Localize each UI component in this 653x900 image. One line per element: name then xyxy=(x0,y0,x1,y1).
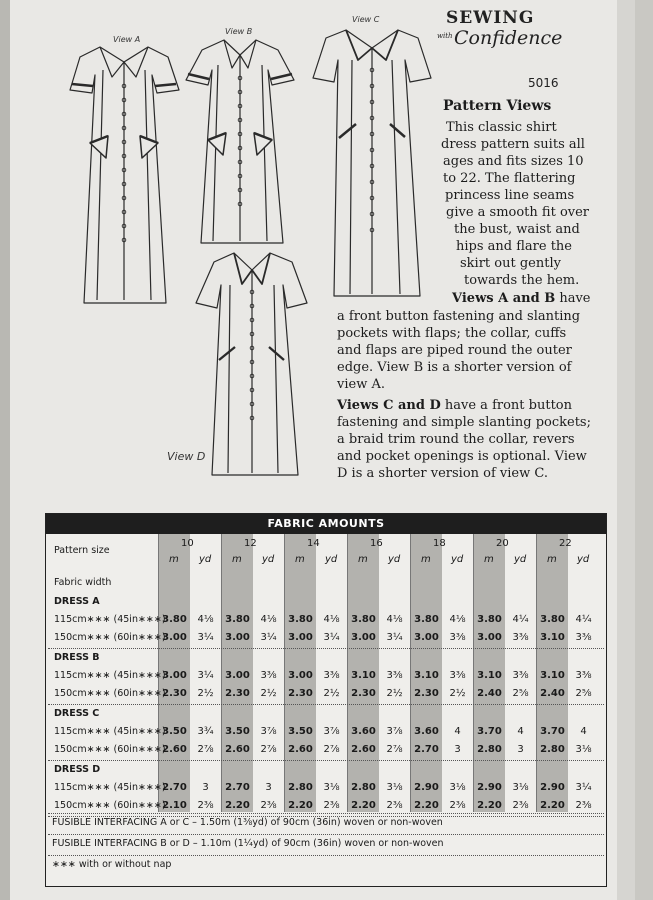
views-cd-first: have a front button xyxy=(444,398,572,413)
metres-value: 2.20 xyxy=(288,800,313,811)
metres-value: 3.10 xyxy=(414,670,439,681)
yards-value: 2⅞ xyxy=(260,744,277,755)
metres-value: 2.40 xyxy=(477,688,502,699)
view-b-dress xyxy=(186,40,294,243)
unit-yd-label: yd xyxy=(262,554,275,565)
yards-value: 3 xyxy=(265,782,272,793)
metres-value: 2.70 xyxy=(414,744,439,755)
metres-value: 2.40 xyxy=(540,688,565,699)
metres-value: 3.00 xyxy=(351,632,376,643)
metres-value: 2.60 xyxy=(351,744,376,755)
yards-value: 3¼ xyxy=(323,632,340,643)
yards-value: 2⅜ xyxy=(449,800,466,811)
views-ab-first: have xyxy=(559,291,591,306)
fabric-width-row-label: 115cm∗∗∗ (45in∗∗∗) xyxy=(54,782,166,793)
yards-value: 3⅜ xyxy=(449,632,466,643)
yards-value: 3¾ xyxy=(197,726,214,737)
description-line: towards the hem. xyxy=(464,273,580,288)
yards-value: 3¼ xyxy=(575,782,592,793)
yards-value: 3⅛ xyxy=(323,782,340,793)
yards-value: 4⅛ xyxy=(260,614,277,625)
views-cd-line: fastening and simple slanting pockets; xyxy=(337,415,591,430)
fabric-amounts-table xyxy=(45,513,607,887)
metres-value: 3.00 xyxy=(162,670,187,681)
view-c-dress xyxy=(313,30,431,296)
metres-value: 2.80 xyxy=(351,782,376,793)
metres-value: 3.10 xyxy=(351,670,376,681)
views-ab-line: a front button fastening and slanting xyxy=(337,309,581,324)
brand-title: SEWING xyxy=(446,8,535,28)
yards-value: 3⅜ xyxy=(512,632,529,643)
yards-value: 4 xyxy=(517,726,524,737)
view-b-label: View B xyxy=(225,27,253,36)
yards-value: 3⅞ xyxy=(260,726,277,737)
metres-value: 2.10 xyxy=(162,800,187,811)
unit-yd-label: yd xyxy=(451,554,464,565)
description-line: This classic shirt xyxy=(446,120,557,135)
views-cd-line: D is a shorter version of view C. xyxy=(337,466,549,481)
yards-value: 3⅜ xyxy=(512,670,529,681)
yards-value: 3¼ xyxy=(197,670,214,681)
metres-value: 2.20 xyxy=(540,800,565,811)
metres-value: 3.00 xyxy=(477,632,502,643)
yards-value: 3¼ xyxy=(386,632,403,643)
yards-value: 2⅞ xyxy=(386,744,403,755)
metres-value: 2.30 xyxy=(351,688,376,699)
yards-value: 3⅞ xyxy=(386,726,403,737)
unit-yd-label: yd xyxy=(388,554,401,565)
footnote-separator xyxy=(48,855,604,856)
yards-value: 3⅜ xyxy=(260,670,277,681)
yards-value: 2½ xyxy=(449,688,466,699)
metres-value: 2.60 xyxy=(225,744,250,755)
metres-value: 2.80 xyxy=(477,744,502,755)
metres-value: 3.70 xyxy=(540,726,565,737)
pattern-size-header: Pattern size xyxy=(54,545,110,556)
metres-value: 2.70 xyxy=(162,782,187,793)
yards-value: 3 xyxy=(517,744,524,755)
metres-value: 2.60 xyxy=(288,744,313,755)
views-ab-line: view A. xyxy=(337,377,385,392)
metres-value: 3.00 xyxy=(225,632,250,643)
yards-value: 2⅜ xyxy=(386,800,403,811)
brand-script: Confidence xyxy=(454,27,563,49)
view-a-label: View A xyxy=(113,35,141,44)
metres-value: 3.00 xyxy=(288,670,313,681)
metres-value: 2.20 xyxy=(351,800,376,811)
yards-value: 3⅞ xyxy=(323,726,340,737)
metres-value: 2.90 xyxy=(540,782,565,793)
metres-value: 3.00 xyxy=(225,670,250,681)
yards-value: 2⅜ xyxy=(512,800,529,811)
metres-value: 2.80 xyxy=(288,782,313,793)
metres-value: 3.60 xyxy=(414,726,439,737)
yards-value: 3¼ xyxy=(260,632,277,643)
metres-value: 2.60 xyxy=(162,744,187,755)
fabric-width-row-label: 150cm∗∗∗ (60in∗∗∗) xyxy=(54,632,166,643)
yards-value: 4⅛ xyxy=(197,614,214,625)
views-cd-line: and pocket openings is optional. View xyxy=(337,449,587,464)
yards-value: 3⅜ xyxy=(386,670,403,681)
fabric-width-row-label: 150cm∗∗∗ (60in∗∗∗) xyxy=(54,800,166,811)
fabric-width-row-label: 115cm∗∗∗ (45in∗∗∗) xyxy=(54,614,166,625)
views-ab-line: edge. View B is a shorter version of xyxy=(337,360,572,375)
yards-value: 3⅛ xyxy=(386,782,403,793)
fabric-width-row-label: 150cm∗∗∗ (60in∗∗∗) xyxy=(54,744,166,755)
yards-value: 4⅛ xyxy=(323,614,340,625)
yards-value: 3¼ xyxy=(197,632,214,643)
yards-value: 3 xyxy=(202,782,209,793)
section-separator xyxy=(48,648,604,649)
size-16-header: 16 xyxy=(370,538,383,549)
size-14-header: 14 xyxy=(307,538,320,549)
yards-value: 2⅜ xyxy=(323,800,340,811)
unit-m-label: m xyxy=(484,554,494,565)
yards-value: 4 xyxy=(454,726,461,737)
section-separator xyxy=(48,704,604,705)
metres-value: 3.00 xyxy=(288,632,313,643)
metres-value: 2.30 xyxy=(162,688,187,699)
metres-value: 3.50 xyxy=(162,726,187,737)
unit-m-label: m xyxy=(169,554,179,565)
size-22-header: 22 xyxy=(559,538,572,549)
size-20-header: 20 xyxy=(496,538,509,549)
yards-value: 3⅛ xyxy=(449,782,466,793)
unit-m-label: m xyxy=(421,554,431,565)
dress-section-label: DRESS A xyxy=(54,596,100,607)
fabric-width-label: Fabric width xyxy=(54,577,112,588)
unit-m-label: m xyxy=(232,554,242,565)
yards-value: 4⅛ xyxy=(386,614,403,625)
metres-value: 2.90 xyxy=(477,782,502,793)
dress-section-label: DRESS D xyxy=(54,764,101,775)
description-line: princess line seams xyxy=(445,188,575,203)
view-c-label: View C xyxy=(352,15,380,24)
yards-value: 2½ xyxy=(260,688,277,699)
metres-value: 3.80 xyxy=(225,614,250,625)
views-cd-heading: Views C and D xyxy=(337,398,441,413)
yards-value: 2⅝ xyxy=(575,688,592,699)
metres-value: 3.80 xyxy=(477,614,502,625)
description-line: the bust, waist and xyxy=(454,222,580,237)
unit-yd-label: yd xyxy=(514,554,527,565)
description-line: ages and fits sizes 10 xyxy=(443,154,584,169)
yards-value: 3⅜ xyxy=(575,670,592,681)
unit-m-label: m xyxy=(547,554,557,565)
pattern-views-heading: Pattern Views xyxy=(443,98,552,114)
description-line: give a smooth fit over xyxy=(446,205,590,220)
yards-value: 2½ xyxy=(386,688,403,699)
view-a-dress xyxy=(70,47,179,303)
fabric-width-row-label: 115cm∗∗∗ (45in∗∗∗) xyxy=(54,670,166,681)
view-d-label: View D xyxy=(167,450,206,463)
footnote-interfacing-bd: FUSIBLE INTERFACING B or D – 1.10m (1¼yd) of 90cm (36in) woven or non-woven xyxy=(52,838,444,849)
yards-value: 2½ xyxy=(323,688,340,699)
size-10-header: 10 xyxy=(181,538,194,549)
unit-yd-label: yd xyxy=(199,554,212,565)
metres-value: 2.20 xyxy=(414,800,439,811)
yards-value: 3⅜ xyxy=(575,632,592,643)
yards-value: 4 xyxy=(580,726,587,737)
table-title: FABRIC AMOUNTS xyxy=(46,514,606,534)
unit-m-label: m xyxy=(295,554,305,565)
description-line: dress pattern suits all xyxy=(441,137,585,152)
metres-value: 3.50 xyxy=(288,726,313,737)
yards-value: 3⅜ xyxy=(323,670,340,681)
metres-value: 3.00 xyxy=(162,632,187,643)
footnote-interfacing-ac: FUSIBLE INTERFACING A or C – 1.50m (1⅜yd) of 90cm (36in) woven or non-woven xyxy=(52,817,443,828)
metres-value: 2.90 xyxy=(414,782,439,793)
yards-value: 4¼ xyxy=(512,614,529,625)
metres-value: 2.30 xyxy=(414,688,439,699)
metres-value: 3.80 xyxy=(351,614,376,625)
fabric-width-row-label: 115cm∗∗∗ (45in∗∗∗) xyxy=(54,726,166,737)
views-ab-line: pockets with flaps; the collar, cuffs xyxy=(337,326,567,341)
metres-value: 3.70 xyxy=(477,726,502,737)
footnote-nap: ∗∗∗ with or without nap xyxy=(52,859,172,870)
yards-value: 2⅝ xyxy=(512,688,529,699)
footnote-separator xyxy=(48,834,604,835)
unit-m-label: m xyxy=(358,554,368,565)
yards-value: 4⅛ xyxy=(449,614,466,625)
metres-value: 2.30 xyxy=(288,688,313,699)
pattern-number: 5016 xyxy=(528,76,559,90)
metres-value: 2.20 xyxy=(225,800,250,811)
views-ab-heading: Views A and B xyxy=(452,291,556,306)
views-ab-first-line xyxy=(452,290,591,307)
metres-value: 2.20 xyxy=(477,800,502,811)
description-line: to 22. The flattering xyxy=(443,171,576,186)
metres-value: 3.10 xyxy=(540,632,565,643)
size-12-header: 12 xyxy=(244,538,257,549)
metres-value: 3.10 xyxy=(540,670,565,681)
yards-value: 3⅛ xyxy=(575,744,592,755)
metres-value: 3.80 xyxy=(414,614,439,625)
yards-value: 2⅞ xyxy=(197,744,214,755)
yards-value: 3⅛ xyxy=(512,782,529,793)
metres-value: 3.50 xyxy=(225,726,250,737)
metres-value: 3.80 xyxy=(288,614,313,625)
yards-value: 2½ xyxy=(197,688,214,699)
dress-section-label: DRESS C xyxy=(54,708,100,719)
metres-value: 3.80 xyxy=(162,614,187,625)
unit-yd-label: yd xyxy=(577,554,590,565)
yards-value: 2⅜ xyxy=(197,800,214,811)
fabric-width-row-label: 150cm∗∗∗ (60in∗∗∗) xyxy=(54,688,166,699)
metres-value: 3.80 xyxy=(540,614,565,625)
footnote-separator xyxy=(48,813,604,814)
description-line: skirt out gently xyxy=(460,256,561,271)
size-18-header: 18 xyxy=(433,538,446,549)
views-cd-first-line xyxy=(337,397,572,414)
yards-value: 2⅜ xyxy=(575,800,592,811)
unit-yd-label: yd xyxy=(325,554,338,565)
metres-value: 3.60 xyxy=(351,726,376,737)
yards-value: 2⅞ xyxy=(323,744,340,755)
metres-value: 2.70 xyxy=(225,782,250,793)
metres-value: 2.80 xyxy=(540,744,565,755)
views-cd-line: a braid trim round the collar, revers xyxy=(337,432,575,447)
yards-value: 4¼ xyxy=(575,614,592,625)
yards-value: 3 xyxy=(454,744,461,755)
yards-value: 3⅜ xyxy=(449,670,466,681)
metres-value: 2.30 xyxy=(225,688,250,699)
description-line: hips and flare the xyxy=(456,239,572,254)
metres-value: 3.10 xyxy=(477,670,502,681)
brand-with: with xyxy=(437,32,453,40)
section-separator xyxy=(48,760,604,761)
metres-value: 3.00 xyxy=(414,632,439,643)
views-ab-line: and flaps are piped round the outer xyxy=(337,343,572,358)
yards-value: 2⅜ xyxy=(260,800,277,811)
dress-section-label: DRESS B xyxy=(54,652,100,663)
